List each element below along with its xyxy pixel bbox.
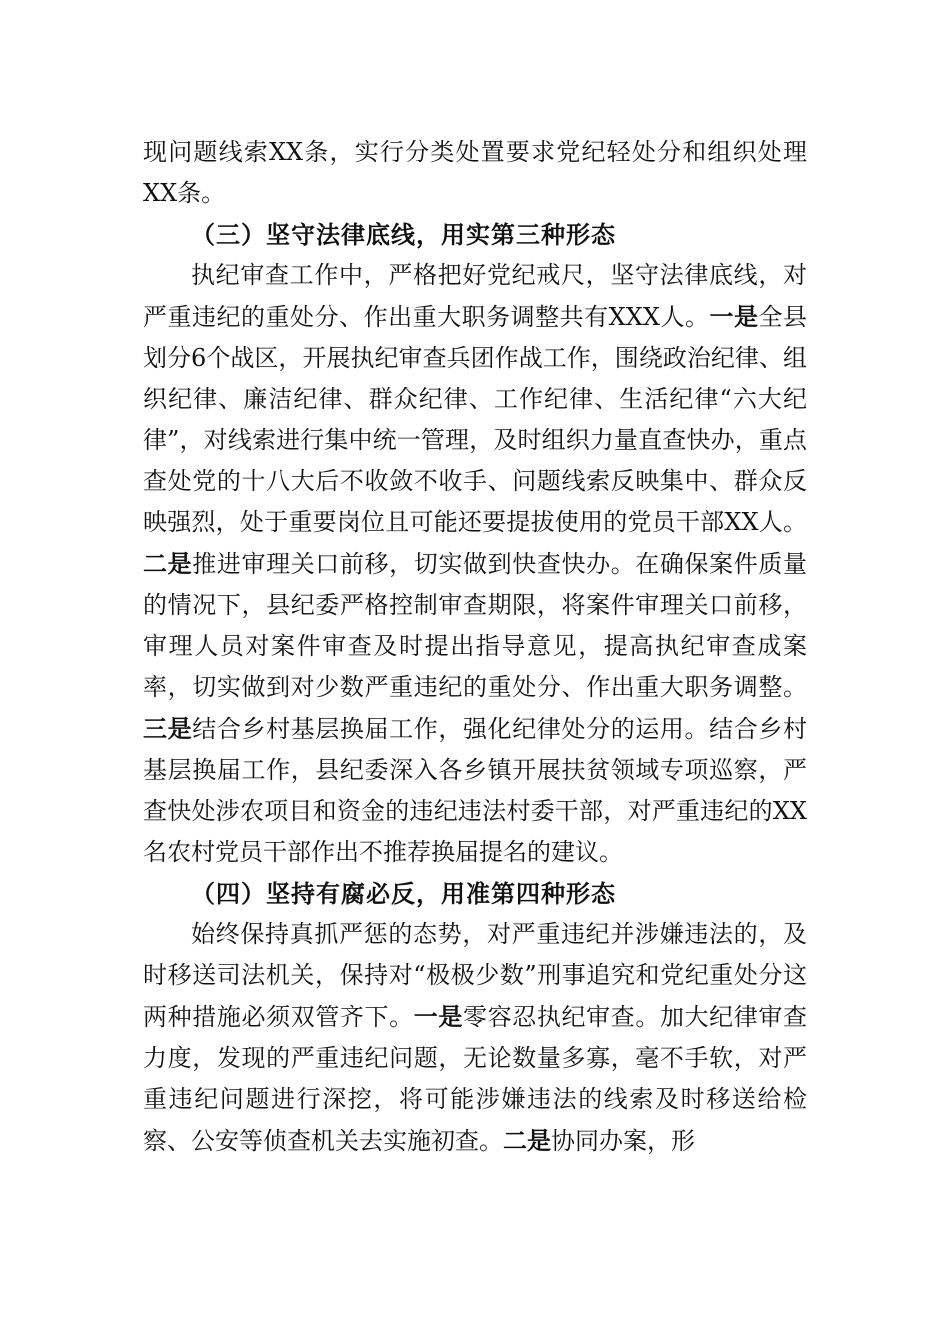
bold-marker-third: 三是 [143, 714, 193, 743]
paragraph-section-4 [143, 914, 807, 1162]
paragraph-text: 始终保持真抓严惩的态势，对严重违纪并涉嫌违法的，及时移送司法机关，保持对“极极少数”刑事追究和党纪重处分这两种措施必须双管齐下。 [143, 920, 807, 1031]
bold-marker-first: 一是 [709, 302, 759, 331]
paragraph-text: 零容忍执纪审查。加大纪律审查力度，发现的严重违纪问题，无论数量多寡，毫不手软，对严重违纪问题进行深挖，将可能涉嫌违法的线索及时移送给检察、公安等侦查机关去实施初查。 [143, 1003, 808, 1155]
heading-text: （三）坚守法律底线，用实第三种形态 [191, 220, 616, 249]
paragraph-section-3 [143, 255, 807, 873]
paragraph-text: 协同办案，形 [551, 1127, 695, 1155]
paragraph-text: 推进审理关口前移，切实做到快查快办。在确保案件质量的情况下，县纪委严格控制审查期限，将案件审理关口前移，审理人员对案件审查及时提出指导意见，提高执纪审查成案率，切实做到对少数严重违纪的重处分、作出重大职务调整。 [143, 550, 808, 701]
paragraph-text: 执纪审查工作中，严格把好党纪戒尺，坚守法律底线，对严重违纪的重处分、作出重大职务调整共有XXX人。 [143, 261, 807, 331]
heading-text: （四）坚持有腐必反，用准第四种形态 [191, 879, 616, 908]
section-heading-4 [143, 873, 807, 914]
paragraph-text: 全县划分6个战区，开展执纪审查兵团作战工作，围绕政治纪律、组织纪律、廉洁纪律、群众纪律、工作纪律、生活纪律“六大纪律”，对线索进行集中统一管理，及时组织力量直查快办，重点查处党的十八大后不收敛不收手、问题线索反映集中、群众反映强烈，处于重要岗位且可能还要提拔使用的党员干部XX人。 [143, 303, 808, 536]
paragraph-text: 现问题线索XX条，实行分类处置要求党纪轻处分和组织处理XX条。 [143, 138, 807, 207]
paragraph-text: 结合乡村基层换届工作，强化纪律处分的运用。结合乡村基层换届工作，县纪委深入各乡镇开展扶贫领域专项巡察，严查快处涉农项目和资金的违纪违法村委干部，对严重违纪的XX名农村党员干部作出不推荐换届提名的建议。 [143, 715, 808, 866]
bold-marker-second: 二是 [143, 549, 193, 578]
bold-marker-second: 二是 [503, 1126, 551, 1155]
section-heading-3 [143, 214, 807, 255]
document-page [143, 132, 807, 1162]
paragraph-continued [143, 132, 807, 214]
bold-marker-first: 一是 [413, 1002, 464, 1031]
